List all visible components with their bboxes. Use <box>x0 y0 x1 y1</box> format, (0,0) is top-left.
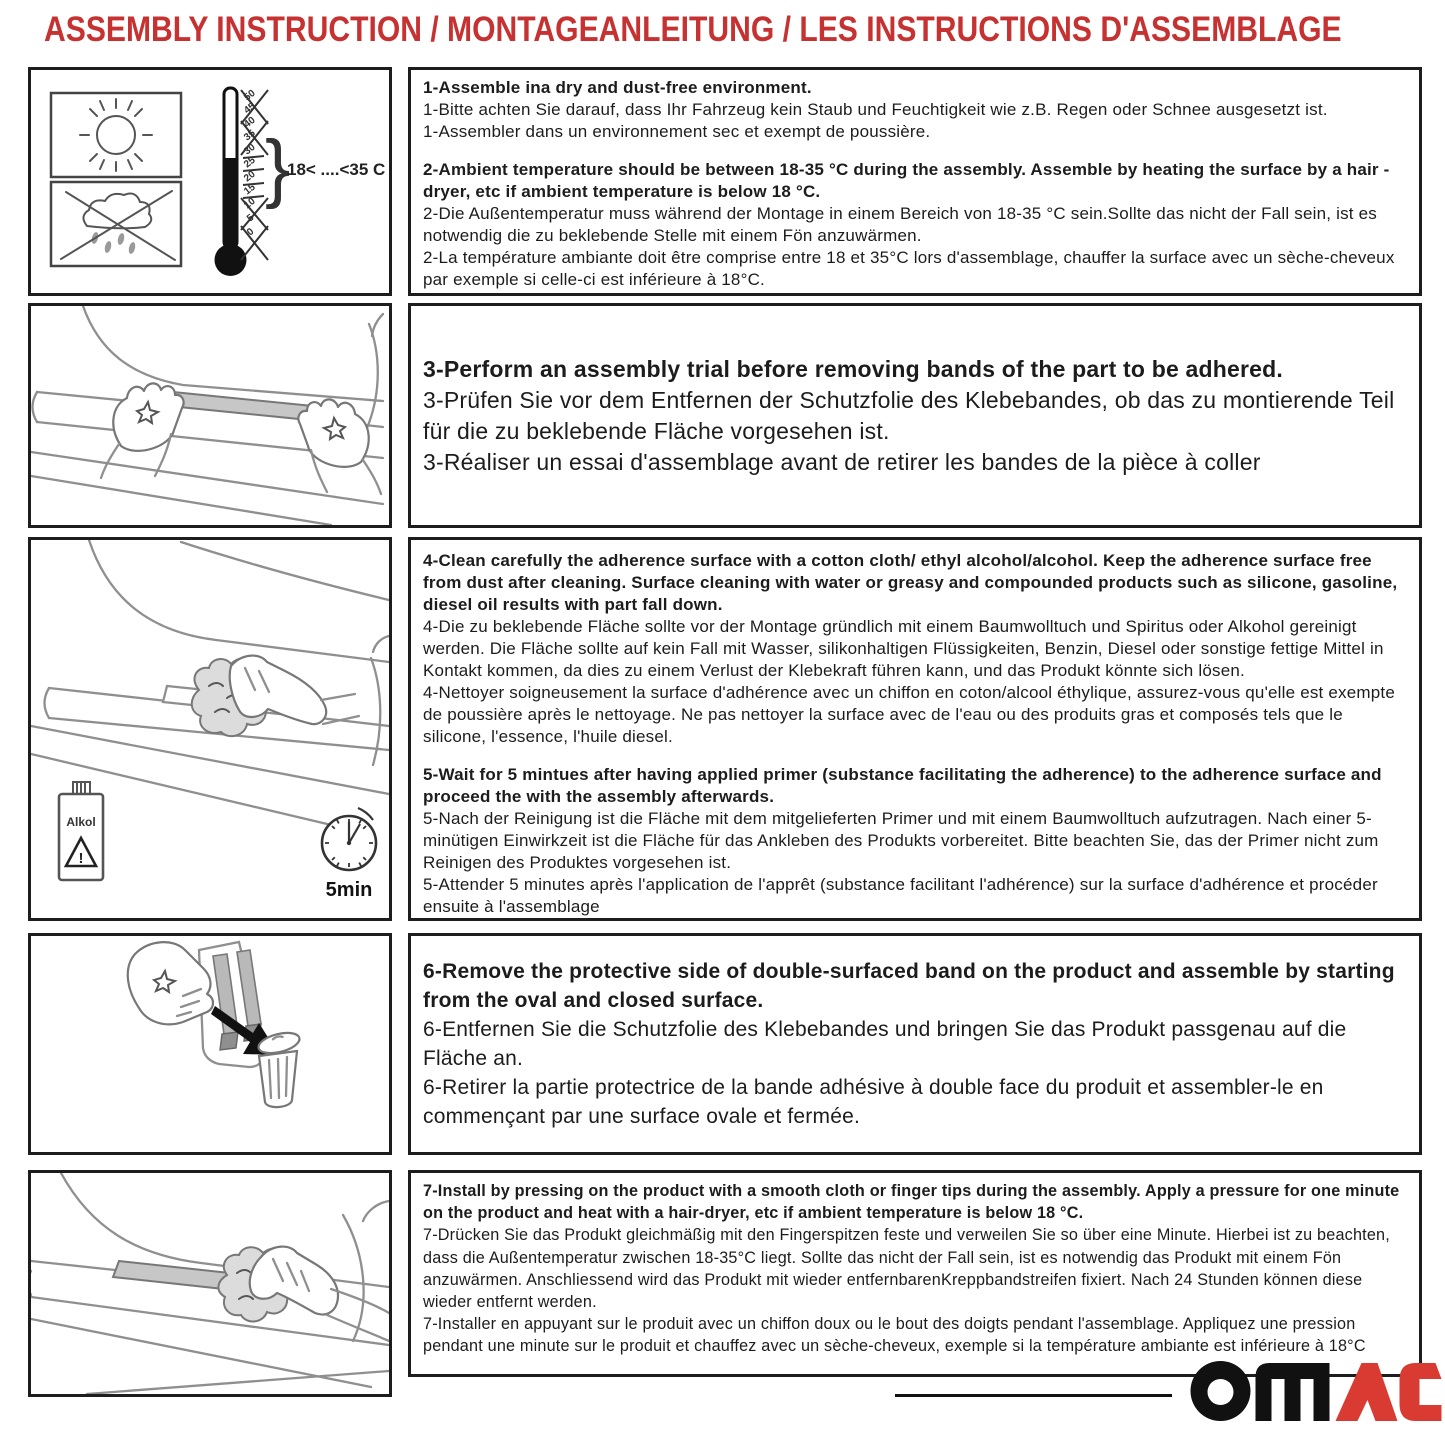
instruction-paragraph: 3-Prüfen Sie vor dem Entfernen der Schutzfolie des Klebebandes, ob das zu montierende Teil für die zu beklebende Fläche vorgesehen ist. <box>423 386 1395 444</box>
instruction-paragraph: 6-Entfernen Sie die Schutzfolie des Klebebandes und bringen Sie das Produkt passgenau auf die Fläche an. <box>423 1018 1347 1070</box>
svg-text:5: 5 <box>245 212 257 225</box>
omac-logo-graphic <box>1188 1360 1443 1422</box>
trash-can-icon <box>256 1029 301 1107</box>
instruction-paragraph: 2-Die Außentemperatur muss während der Montage in einem Bereich von 18-35 °C sein.Sollte das nicht der Fall sein, ist es notwendig die zu beklebende Stelle mit einem Fön anzuwärmen. <box>423 204 1377 245</box>
svg-text:15: 15 <box>242 181 258 198</box>
instruction-paragraph: 1-Assembler dans un environnement sec et exempt de poussière. <box>423 122 931 141</box>
page-title: ASSEMBLY INSTRUCTION / MONTAGEANLEITUNG / LES INSTRUCTIONS D'ASSEMBLAGE <box>44 10 1342 49</box>
instruction-paragraph: 3-Réaliser un essai d'assemblage avant de retirer les bandes de la pièce à coller <box>423 448 1261 475</box>
right-hand <box>298 399 381 494</box>
instructions-step-6 <box>408 933 1422 1155</box>
instruction-paragraph: 4-Die zu beklebende Fläche sollte vor der Montage gründlich mit einem Baumwolltuch und Spiritus oder Alkohol gereinigt werden. Die Fläche sollte auf kein Fall mit Wasser, silikonhaltigen Flüssigkeiten, Benzin, Diesel oder sonstige fettige Mittel in Kontakt kommen, da dies zu einem Verlust der Klebekraft führen kann, und das Produkt könnte sich lösen. <box>423 617 1384 680</box>
instruction-paragraph: 4-Clean carefully the adherence surface with a cotton cloth/ ethyl alcohol/alcohol. Keep the adherence surface free from dust after cleaning. Surface cleaning with water or greasy and compounded products such as silicone, gasoline, diesel oil results with part fall down. <box>423 551 1398 614</box>
omac-logo <box>1188 1360 1443 1427</box>
instruction-paragraph: 2-Ambient temperature should be between 18-35 °C during the assembly. Assemble by heating the surface by a hair -dryer, etc if ambient temperature is below 18 °C. <box>423 160 1390 201</box>
instructions-step-3 <box>408 303 1422 528</box>
thermometer-scale <box>241 88 268 260</box>
wiping-hand-with-cloth <box>192 656 359 737</box>
svg-text:45: 45 <box>242 100 258 117</box>
clean-surface-illustration <box>31 540 389 918</box>
range-brace: } <box>265 125 291 210</box>
instruction-paragraph: 6-Remove the protective side of double-surfaced band on the product and assemble by starting from the oval and closed surface. <box>423 960 1395 1012</box>
thermometer <box>215 88 247 276</box>
svg-text:10: 10 <box>242 195 258 212</box>
remove-band-illustration <box>31 936 389 1152</box>
instruction-paragraph: 5-Attender 5 minutes après l'application de l'apprêt (substance facilitant l'adhérence) sur la surface d'adhérence et procéder ensuite à l'assemblage <box>423 875 1378 916</box>
alcohol-bottle <box>59 782 103 880</box>
illustration-box-trial-fit <box>28 303 392 528</box>
instruction-paragraph: 7-Install by pressing on the product with a smooth cloth or finger tips during the assembly. Apply a pressure for one minute on the product and heat with a hair-dryer, etc if ambient temperature is below 18 °C. <box>423 1182 1400 1223</box>
instructions-step-7 <box>408 1170 1422 1377</box>
illustration-box-remove-band <box>28 933 392 1155</box>
instruction-paragraph: 3-Perform an assembly trial before removing bands of the part to be adhered. <box>423 355 1284 382</box>
clock-icon <box>322 808 376 901</box>
instruction-paragraph: 5-Wait for 5 mintues after having applied primer (substance facilitating the adherence) to the adherence surface and proceed the with the assembly afterwards. <box>423 765 1382 806</box>
instruction-paragraph: 7-Drücken Sie das Produkt gleichmäßig mit den Fingerspitzen feste und verweilen Sie so über eine Minute. Hierbei ist zu beachten, dass die Außentemperatur zwischen 18-35°C liegt. Sollte das nicht der Fall sein, ist es notwendig das Produkt mit einem Fön anzuwärmen. Anschliessend wird das Produkt mit wieder entfernbarenKreppbandstreifen fixiert. Nach 24 Stunden können diese wieder entfernt werden. <box>423 1226 1390 1312</box>
illustration-box-press <box>28 1170 392 1397</box>
instruction-paragraph: 4-Nettoyer soigneusement la surface d'adhérence avec un chiffon en coton/alcool éthylique, assurez-vous qu'elle est exempte de poussière après le nettoyage. Ne pas nettoyer la surface avec de l'eau ou des produits gras et composés tels que le silicone, l'essence, l'huile diesel. <box>423 683 1396 746</box>
sill-trim-strip <box>169 392 313 420</box>
bottle-label: Alkol <box>66 815 96 829</box>
svg-text:50: 50 <box>242 87 258 104</box>
instruction-paragraph: 1-Assemble ina dry and dust-free environment. <box>423 78 812 97</box>
environment-temperature-illustration <box>31 70 389 293</box>
instruction-paragraph: 2-La température ambiante doit être comprise entre 18 et 35°C lors d'assemblage, chauffer la surface avec un sèche-cheveux par exemple si celle-ci est inférieure à 18°C. <box>423 248 1395 289</box>
svg-text:25: 25 <box>242 154 258 171</box>
instruction-paragraph: 7-Installer en appuyant sur le produit avec un chiffon doux ou le bout des doigts pendant l'assemblage. Appliquez une pression pendant une minute sur le produit et chauffez avec un sèche-cheveux, exemple si la température ambiante est inférieure à 18°C <box>423 1315 1366 1356</box>
instruction-paragraph: 6-Retirer la partie protectrice de la bande adhésive à double face du produit et assembler-le en commençant par une surface ovale et fermée. <box>423 1076 1324 1128</box>
door-sill-trial-fit-illustration <box>31 306 389 525</box>
illustration-box-cleaning <box>28 537 392 921</box>
logo-rule-line <box>895 1394 1172 1397</box>
temperature-range-label: 18< ....<35 C <box>287 160 386 179</box>
logo-letters-om <box>1191 1361 1330 1421</box>
svg-text:40: 40 <box>242 114 258 131</box>
instruction-paragraph: 5-Nach der Reinigung ist die Fläche mit dem mitgelieferten Primer und mit einem Baumwolltuch aufzutragen. Nach einer 5-minütigen Einwirkzeit ist die Fläche für das Ankleben des Produkts vorbereitet. Bitte beachten Sie, das der Primer nicht zum Reinigen des Produktes vorgesehen ist. <box>423 809 1379 872</box>
instructions-step-1-2 <box>408 67 1422 296</box>
warning-exclamation: ! <box>78 850 84 867</box>
logo-letters-ac <box>1336 1363 1442 1421</box>
svg-text:35: 35 <box>242 127 258 144</box>
clock-label: 5min <box>325 879 373 901</box>
svg-text:20: 20 <box>242 168 258 185</box>
svg-text:0: 0 <box>245 226 257 239</box>
press-product-illustration <box>31 1173 389 1394</box>
svg-text:30: 30 <box>242 141 258 158</box>
instructions-step-4-5 <box>408 537 1422 921</box>
illustration-box-environment <box>28 67 392 296</box>
instruction-paragraph: 1-Bitte achten Sie darauf, dass Ihr Fahrzeug kein Staub und Feuchtigkeit wie z.B. Regen oder Schnee ausgesetzt ist. <box>423 100 1328 119</box>
